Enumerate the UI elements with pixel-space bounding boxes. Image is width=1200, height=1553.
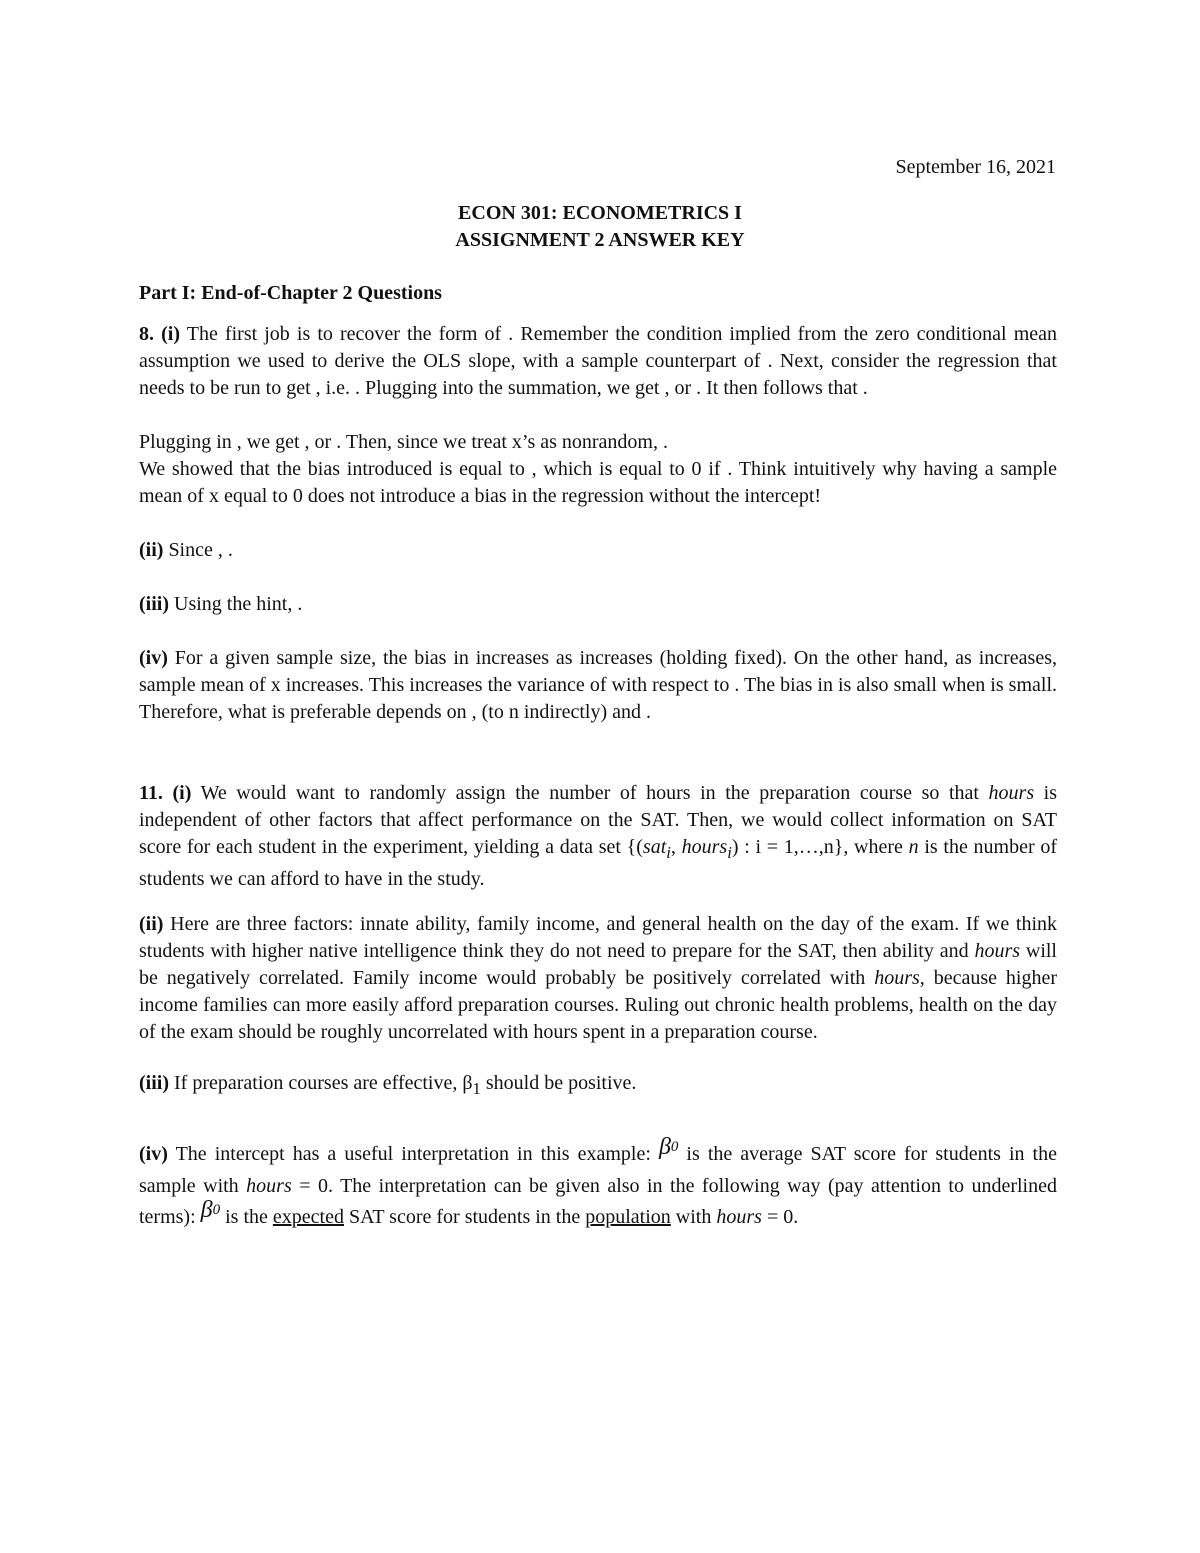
q8-number: 8. xyxy=(139,323,154,345)
q11-i-n: n xyxy=(908,836,919,858)
q8-ii-label: (ii) xyxy=(139,539,164,561)
q11-iv-label: (iv) xyxy=(139,1143,168,1165)
q8-i-para3: We showed that the bias introduced is equal to , which is equal to 0 if . Think intuitively why having a sample mean of x equal to 0 does not introduce a bias in the regression without the intercept! xyxy=(139,458,1057,507)
q11-iii-label: (iii) xyxy=(139,1072,169,1094)
beta-subscript: 0 xyxy=(670,1139,679,1155)
q11-number: 11. xyxy=(139,782,163,804)
q11-part-iii xyxy=(139,1070,1057,1102)
beta-zero-symbol-2 xyxy=(201,1197,220,1223)
q11-i-label: (i) xyxy=(172,782,192,804)
underlined-population: population xyxy=(585,1206,671,1228)
q8-iii-label: (iii) xyxy=(139,593,169,615)
q11-iii-sub: 1 xyxy=(472,1079,481,1098)
q11-iv-text-e: SAT score for students in the xyxy=(343,1206,586,1228)
beta-glyph: β xyxy=(658,1134,671,1160)
q11-iv-hours: hours xyxy=(246,1175,292,1197)
q11-ii-text-a: Here are three factors: innate ability, family income, and general health on the day of the exam. If we think students with higher native intelligence think they do not need to prepare for the SAT, then ability and xyxy=(139,913,1057,962)
q11-iv-text-g: = 0. xyxy=(761,1206,799,1228)
q8-i-para2: Plugging in , we get , or . Then, since we treat x’s as nonrandom, . xyxy=(139,431,668,453)
q8-iii-text: Using the hint, . xyxy=(174,593,303,615)
q8-iv-text: For a given sample size, the bias in increases as increases (holding fixed). On the other hand, as increases, sample mean of x increases. This increases the variance of with respect to . The bias in is also small when is small. Therefore, what is preferable depends on , (to n indirectly) and . xyxy=(139,647,1057,723)
part-heading: Part I: End-of-Chapter 2 Questions xyxy=(139,282,442,304)
beta-zero-symbol xyxy=(659,1134,678,1160)
q11-i-comma: , xyxy=(670,836,682,858)
q11-iv-text-f: with xyxy=(670,1206,717,1228)
q11-iv-text-d: is the xyxy=(220,1206,273,1228)
q8-part-ii xyxy=(139,537,1057,564)
q11-i-sat: sat xyxy=(642,836,667,858)
assignment-title: ASSIGNMENT 2 ANSWER KEY xyxy=(455,229,745,251)
underlined-expected: expected xyxy=(272,1206,344,1228)
q8-iv-label: (iv) xyxy=(139,647,168,669)
q11-ii-hours2: hours xyxy=(874,967,920,989)
q11-i-hours: hours xyxy=(988,782,1035,804)
q11-part-i xyxy=(139,780,1057,893)
q11-ii-text-b: will be negatively correlated. Family income would probably be positively correlated with xyxy=(139,940,1057,989)
q11-i-text-b: is independent of other factors that affect performance on the SAT. Then, we would collect information on SAT score for each student in the experiment, yielding a data set {( xyxy=(139,782,1058,858)
q8-i-text: The first job is to recover the form of . Remember the condition implied from the zero conditional mean assumption we used to derive the OLS slope, with a sample counterpart of . Next, consider the regression that needs to be run to get , i.e. . Plugging into the summation, we get , or . It then follows that . xyxy=(139,323,1058,399)
q11-ii-text-c: , because higher income families can more easily afford preparation courses. Ruling out chronic health problems, health on the day of the exam should be roughly uncorrelated with hours spent in a preparation course. xyxy=(139,967,1057,1043)
q11-iv-hours2: hours xyxy=(716,1206,762,1228)
beta-glyph-2: β xyxy=(200,1197,213,1223)
q8-part-i xyxy=(139,321,1057,402)
q11-part-ii xyxy=(139,911,1057,1046)
document-body xyxy=(139,280,1057,1234)
q11-iv-text-a: The intercept has a useful interpretation in this example: xyxy=(175,1143,659,1165)
q11-part-iv xyxy=(139,1134,1057,1234)
q8-i-label: (i) xyxy=(161,323,180,345)
q8-ii-text: Since , . xyxy=(168,539,233,561)
q11-i-text-d: is the number of students we can afford to have in the study. xyxy=(139,836,1057,890)
beta-subscript-2: 0 xyxy=(212,1202,221,1218)
q11-i-sub2: i xyxy=(727,843,732,862)
q11-i-text-a: We would want to randomly assign the number of hours in the preparation course so that xyxy=(200,782,989,804)
q11-ii-hours: hours xyxy=(974,940,1021,962)
q8-part-iv xyxy=(139,645,1057,726)
q11-iv-text-b: is the average SAT score for students in the sample with xyxy=(139,1143,1057,1197)
q11-iii-text-b: should be positive. xyxy=(480,1072,637,1094)
q11-iv-text-c: = 0. The interpretation can be given also in the following way (pay attention to underlined terms): xyxy=(139,1175,1057,1228)
document-title xyxy=(0,200,1200,254)
q11-i-hours2: hours xyxy=(681,836,728,858)
q11-i-text-c: ) : i = 1,…,n}, where xyxy=(731,836,909,858)
course-title: ECON 301: ECONOMETRICS I xyxy=(458,202,742,224)
q11-iii-text-a: If preparation courses are effective, β xyxy=(174,1072,473,1094)
q11-ii-label: (ii) xyxy=(139,913,164,935)
q11-i-sub1: i xyxy=(666,843,671,862)
document-date: September 16, 2021 xyxy=(895,156,1056,178)
q8-part-iii xyxy=(139,591,1057,618)
